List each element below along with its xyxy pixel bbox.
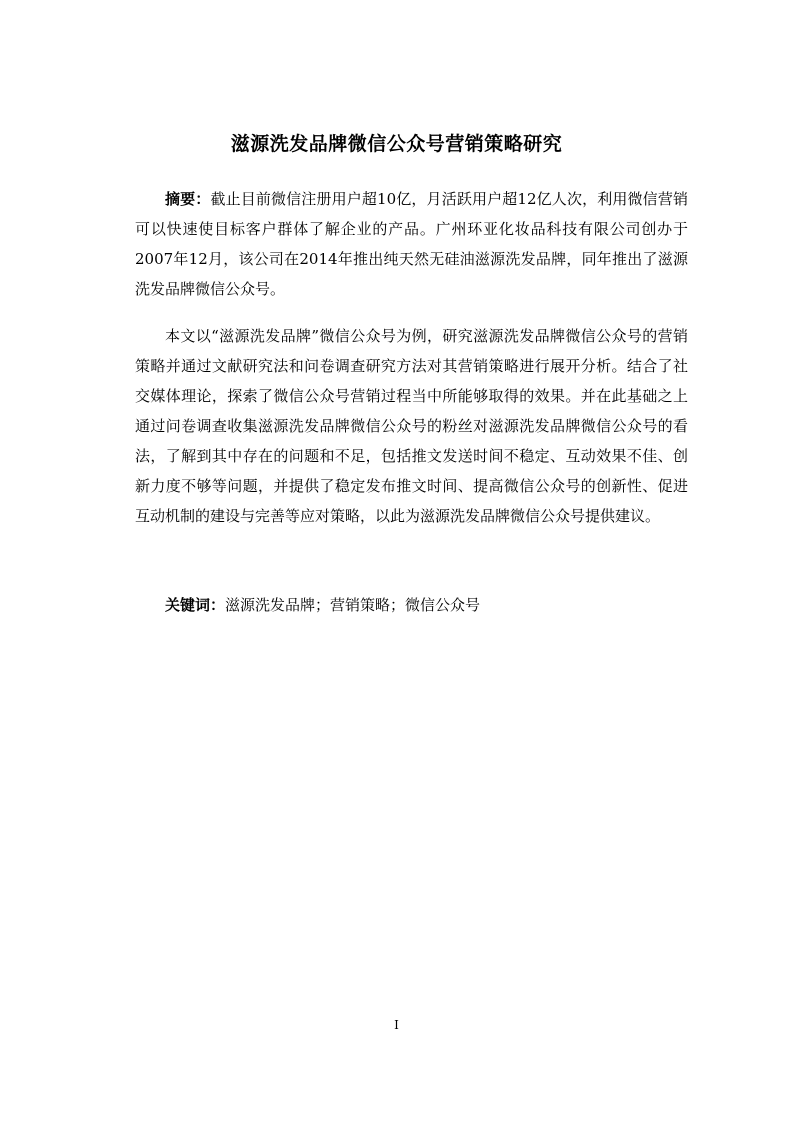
abstract-paragraph xyxy=(135,184,688,304)
keywords-text: 滋源洗发品牌；营销策略；微信公众号 xyxy=(225,596,481,614)
abstract-label: 摘要： xyxy=(165,190,211,208)
page-number: I xyxy=(394,1018,399,1032)
keywords-paragraph xyxy=(135,590,688,620)
body-paragraph: 本文以“滋源洗发品牌”微信公众号为例，研究滋源洗发品牌微信公众号的营销策略并通过文献研究法和问卷调查研究方法对其营销策略进行展开分析。结合了社交媒体理论，探索了微信公众号营销过程当中所能够取得的效果。并在此基础之上通过问卷调查收集滋源洗发品牌微信公众号的粉丝对滋源洗发品牌微信公众号的看法，了解到其中存在的问题和不足，包括推文发送时间不稳定、互动效果不佳、创新力度不够等问题，并提供了稳定发布推文时间、提高微信公众号的创新性、促进互动机制的建设与完善等应对策略，以此为滋源洗发品牌微信公众号提供建议。 xyxy=(135,327,688,525)
keywords-label: 关键词： xyxy=(165,596,226,614)
abstract-text: 截止目前微信注册用户超10亿，月活跃用户超12亿人次，利用微信营销可以快速使目标客户群体了解企业的产品。广州环亚化妆品科技有限公司创办于2007年12月，该公司在2014年推出纯天然无硅油滋源洗发品牌，同年推出了滋源洗发品牌微信公众号。 xyxy=(135,190,688,298)
page-title: 滋源洗发品牌微信公众号营销策略研究 xyxy=(230,133,563,155)
